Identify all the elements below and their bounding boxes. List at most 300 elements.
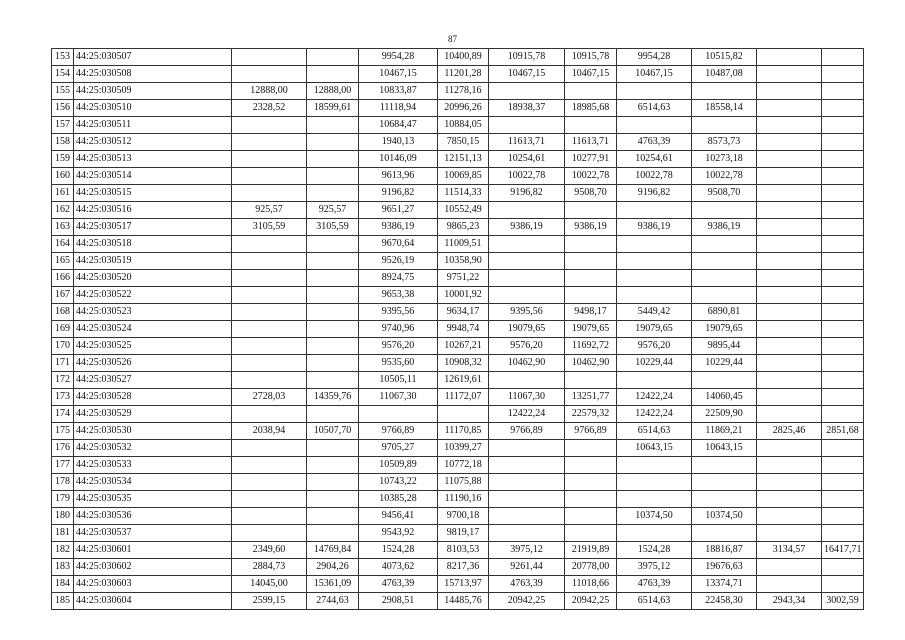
value-cell [489,117,565,134]
value-cell: 11172,07 [438,389,489,406]
value-cell: 11067,30 [489,389,565,406]
value-cell: 9865,23 [438,219,489,236]
value-cell: 21919,89 [565,542,617,559]
table-row [52,406,864,423]
value-cell [565,253,617,270]
value-cell [307,287,359,304]
value-cell [757,185,822,202]
row-number-cell: 156 [52,100,74,117]
table-row [52,151,864,168]
value-cell: 9498,17 [565,304,617,321]
cadastral-number-cell: 44:25:030510 [74,100,232,117]
table-row [52,202,864,219]
value-cell: 10743,22 [359,474,438,491]
value-cell: 9386,19 [565,219,617,236]
value-cell: 8924,75 [359,270,438,287]
value-cell: 10833,87 [359,83,438,100]
value-cell [822,219,864,236]
value-cell: 10915,78 [489,49,565,66]
table-row [52,559,864,576]
value-cell [232,236,307,253]
cadastral-number-cell: 44:25:030523 [74,304,232,321]
value-cell: 10022,78 [565,168,617,185]
value-cell: 19079,65 [617,321,692,338]
value-cell [757,117,822,134]
value-cell [617,474,692,491]
cadastral-number-cell: 44:25:030604 [74,593,232,610]
value-cell: 10022,78 [617,168,692,185]
table-row [52,593,864,610]
value-cell [307,338,359,355]
table-row [52,236,864,253]
value-cell: 11869,21 [692,423,757,440]
value-cell [822,185,864,202]
value-cell [438,406,489,423]
value-cell [232,49,307,66]
value-cell [232,491,307,508]
value-cell: 11613,71 [565,134,617,151]
value-cell [617,117,692,134]
value-cell [565,525,617,542]
value-cell [757,355,822,372]
value-cell [489,270,565,287]
value-cell: 3105,59 [307,219,359,236]
value-cell [822,83,864,100]
value-cell: 9651,27 [359,202,438,219]
value-cell: 14060,45 [692,389,757,406]
table-row [52,219,864,236]
value-cell [692,525,757,542]
value-cell [489,236,565,253]
value-cell [822,168,864,185]
row-number-cell: 185 [52,593,74,610]
table-row [52,321,864,338]
table-row [52,49,864,66]
value-cell [757,406,822,423]
value-cell [757,457,822,474]
value-cell [307,508,359,525]
value-cell: 10908,32 [438,355,489,372]
value-cell [232,151,307,168]
value-cell: 8103,53 [438,542,489,559]
value-cell [565,457,617,474]
value-cell: 22509,90 [692,406,757,423]
value-cell [489,491,565,508]
value-cell [565,202,617,219]
value-cell: 925,57 [307,202,359,219]
value-cell [692,236,757,253]
value-cell: 9653,38 [359,287,438,304]
value-cell: 11018,66 [565,576,617,593]
value-cell [692,491,757,508]
cadastral-number-cell: 44:25:030508 [74,66,232,83]
cadastral-number-cell: 44:25:030522 [74,287,232,304]
table-row [52,542,864,559]
value-cell: 9705,27 [359,440,438,457]
value-cell [757,168,822,185]
value-cell: 9954,28 [359,49,438,66]
cadastral-number-cell: 44:25:030516 [74,202,232,219]
cadastral-number-cell: 44:25:030518 [74,236,232,253]
value-cell: 10467,15 [489,66,565,83]
value-cell: 12151,13 [438,151,489,168]
value-cell [232,474,307,491]
value-cell [757,440,822,457]
value-cell: 9576,20 [489,338,565,355]
value-cell [232,372,307,389]
value-cell: 12422,24 [617,389,692,406]
value-cell: 11201,28 [438,66,489,83]
row-number-cell: 159 [52,151,74,168]
value-cell [489,202,565,219]
value-cell: 2038,94 [232,423,307,440]
row-number-cell: 170 [52,338,74,355]
row-number-cell: 163 [52,219,74,236]
value-cell: 6514,63 [617,100,692,117]
value-cell: 8217,36 [438,559,489,576]
value-cell [757,253,822,270]
value-cell [822,202,864,219]
value-cell: 18816,87 [692,542,757,559]
value-cell [617,253,692,270]
value-cell [232,66,307,83]
value-cell [232,287,307,304]
value-cell [692,83,757,100]
value-cell: 9895,44 [692,338,757,355]
cadastral-number-cell: 44:25:030532 [74,440,232,457]
value-cell [489,508,565,525]
value-cell [307,168,359,185]
value-cell [757,474,822,491]
value-cell [307,117,359,134]
cadastral-number-cell: 44:25:030601 [74,542,232,559]
value-cell: 2744,63 [307,593,359,610]
value-cell [232,355,307,372]
value-cell: 10462,90 [489,355,565,372]
table-row [52,287,864,304]
value-cell [232,406,307,423]
table-row [52,304,864,321]
value-cell: 10509,89 [359,457,438,474]
value-cell: 9386,19 [489,219,565,236]
value-cell: 9766,89 [489,423,565,440]
value-cell [307,270,359,287]
value-cell: 9766,89 [359,423,438,440]
table-row [52,338,864,355]
table-row [52,134,864,151]
value-cell: 9954,28 [617,49,692,66]
value-cell: 18938,37 [489,100,565,117]
row-number-cell: 154 [52,66,74,83]
value-cell [822,236,864,253]
value-cell: 2328,52 [232,100,307,117]
value-cell: 9634,17 [438,304,489,321]
value-cell: 3975,12 [617,559,692,576]
value-cell: 19079,65 [565,321,617,338]
row-number-cell: 178 [52,474,74,491]
value-cell [565,474,617,491]
value-cell: 20778,00 [565,559,617,576]
value-cell: 10374,50 [692,508,757,525]
value-cell: 4763,39 [617,576,692,593]
value-cell: 9386,19 [359,219,438,236]
value-cell: 2728,03 [232,389,307,406]
value-cell: 6890,81 [692,304,757,321]
value-cell [307,525,359,542]
value-cell [565,491,617,508]
value-cell [232,185,307,202]
row-number-cell: 179 [52,491,74,508]
value-cell [307,236,359,253]
value-cell: 10358,90 [438,253,489,270]
cadastral-number-cell: 44:25:030533 [74,457,232,474]
value-cell [232,168,307,185]
value-cell: 9456,41 [359,508,438,525]
value-cell [232,525,307,542]
table-body [52,49,864,610]
value-cell: 10487,08 [692,66,757,83]
value-cell [822,559,864,576]
value-cell: 10273,18 [692,151,757,168]
value-cell: 4763,39 [359,576,438,593]
value-cell: 10229,44 [617,355,692,372]
value-cell [307,185,359,202]
value-cell [822,270,864,287]
value-cell: 10267,21 [438,338,489,355]
value-cell [489,83,565,100]
row-number-cell: 176 [52,440,74,457]
row-number-cell: 172 [52,372,74,389]
table-row [52,440,864,457]
value-cell: 10229,44 [692,355,757,372]
value-cell: 2908,51 [359,593,438,610]
table-row [52,168,864,185]
cadastral-number-cell: 44:25:030512 [74,134,232,151]
value-cell [307,66,359,83]
value-cell: 10884,05 [438,117,489,134]
value-cell: 18599,61 [307,100,359,117]
page-number: 87 [448,34,457,44]
value-cell [822,372,864,389]
value-cell: 19676,63 [692,559,757,576]
value-cell: 20996,26 [438,100,489,117]
value-cell: 20942,25 [565,593,617,610]
row-number-cell: 158 [52,134,74,151]
value-cell: 10467,15 [359,66,438,83]
row-number-cell: 169 [52,321,74,338]
value-cell: 14485,76 [438,593,489,610]
value-cell [692,117,757,134]
value-cell [232,338,307,355]
value-cell: 1524,28 [359,542,438,559]
value-cell: 2825,46 [757,423,822,440]
value-cell [757,134,822,151]
value-cell: 9613,96 [359,168,438,185]
value-cell [359,406,438,423]
value-cell: 13374,71 [692,576,757,593]
value-cell: 9670,64 [359,236,438,253]
value-cell [565,440,617,457]
value-cell [617,457,692,474]
value-cell: 9526,19 [359,253,438,270]
value-cell: 4073,62 [359,559,438,576]
value-cell: 11170,85 [438,423,489,440]
value-cell [232,457,307,474]
value-cell [307,304,359,321]
value-cell [565,508,617,525]
row-number-cell: 164 [52,236,74,253]
value-cell: 11514,33 [438,185,489,202]
value-cell [232,321,307,338]
table-row [52,457,864,474]
table-row [52,253,864,270]
value-cell: 14359,76 [307,389,359,406]
value-cell [822,151,864,168]
value-cell: 10254,61 [617,151,692,168]
cadastral-number-cell: 44:25:030507 [74,49,232,66]
value-cell [822,49,864,66]
cadastral-number-cell: 44:25:030511 [74,117,232,134]
value-cell [757,304,822,321]
value-cell [757,287,822,304]
cadastral-number-cell: 44:25:030534 [74,474,232,491]
table-row [52,576,864,593]
value-cell [822,287,864,304]
value-cell: 10001,92 [438,287,489,304]
value-cell: 10277,91 [565,151,617,168]
table-row [52,423,864,440]
value-cell [757,338,822,355]
value-cell [617,270,692,287]
value-cell [822,253,864,270]
value-cell: 4763,39 [617,134,692,151]
value-cell [822,338,864,355]
value-cell [232,253,307,270]
value-cell [617,525,692,542]
value-cell: 9508,70 [565,185,617,202]
value-cell [307,321,359,338]
row-number-cell: 166 [52,270,74,287]
cadastral-number-cell: 44:25:030525 [74,338,232,355]
value-cell [692,202,757,219]
value-cell [565,236,617,253]
table-row [52,474,864,491]
value-cell [757,66,822,83]
value-cell: 10552,49 [438,202,489,219]
value-cell: 9508,70 [692,185,757,202]
cadastral-number-cell: 44:25:030515 [74,185,232,202]
value-cell: 20942,25 [489,593,565,610]
row-number-cell: 171 [52,355,74,372]
value-cell: 9543,92 [359,525,438,542]
cadastral-number-cell: 44:25:030537 [74,525,232,542]
value-cell [822,457,864,474]
value-cell: 14045,00 [232,576,307,593]
value-cell [617,287,692,304]
table-row [52,185,864,202]
table-row [52,270,864,287]
value-cell [692,287,757,304]
value-cell [692,474,757,491]
value-cell: 15713,97 [438,576,489,593]
row-number-cell: 165 [52,253,74,270]
row-number-cell: 153 [52,49,74,66]
value-cell: 12888,00 [307,83,359,100]
value-cell: 10400,89 [438,49,489,66]
value-cell: 2599,15 [232,593,307,610]
value-cell [822,100,864,117]
value-cell: 10507,70 [307,423,359,440]
value-cell: 11067,30 [359,389,438,406]
value-cell [757,559,822,576]
value-cell [232,117,307,134]
row-number-cell: 162 [52,202,74,219]
value-cell [757,576,822,593]
cadastral-number-cell: 44:25:030530 [74,423,232,440]
value-cell [617,202,692,219]
value-cell [489,474,565,491]
cadastral-number-cell: 44:25:030536 [74,508,232,525]
value-cell: 10022,78 [692,168,757,185]
value-cell: 11009,51 [438,236,489,253]
value-cell: 18985,68 [565,100,617,117]
value-cell: 19079,65 [692,321,757,338]
value-cell [307,253,359,270]
row-number-cell: 180 [52,508,74,525]
cadastral-number-cell: 44:25:030514 [74,168,232,185]
value-cell: 9700,18 [438,508,489,525]
value-cell [307,474,359,491]
value-cell: 7850,15 [438,134,489,151]
value-cell [307,134,359,151]
value-cell: 12422,24 [617,406,692,423]
value-cell [307,49,359,66]
value-cell [692,457,757,474]
value-cell: 9395,56 [489,304,565,321]
value-cell [232,508,307,525]
value-cell: 15361,09 [307,576,359,593]
cadastral-number-cell: 44:25:030520 [74,270,232,287]
value-cell: 10399,27 [438,440,489,457]
value-cell [822,355,864,372]
row-number-cell: 168 [52,304,74,321]
table-row [52,100,864,117]
value-cell [307,372,359,389]
table-row [52,508,864,525]
value-cell: 9740,96 [359,321,438,338]
value-cell: 9766,89 [565,423,617,440]
cadastral-number-cell: 44:25:030509 [74,83,232,100]
value-cell [617,236,692,253]
value-cell: 3134,57 [757,542,822,559]
value-cell [232,440,307,457]
row-number-cell: 184 [52,576,74,593]
value-cell [617,372,692,389]
value-cell: 10467,15 [617,66,692,83]
value-cell: 10374,50 [617,508,692,525]
value-cell: 10505,11 [359,372,438,389]
value-cell: 13251,77 [565,389,617,406]
value-cell: 10462,90 [565,355,617,372]
value-cell: 12422,24 [489,406,565,423]
value-cell: 10385,28 [359,491,438,508]
row-number-cell: 167 [52,287,74,304]
table-row [52,117,864,134]
value-cell: 3002,59 [822,593,864,610]
value-cell: 18558,14 [692,100,757,117]
value-cell [489,372,565,389]
value-cell: 9819,17 [438,525,489,542]
